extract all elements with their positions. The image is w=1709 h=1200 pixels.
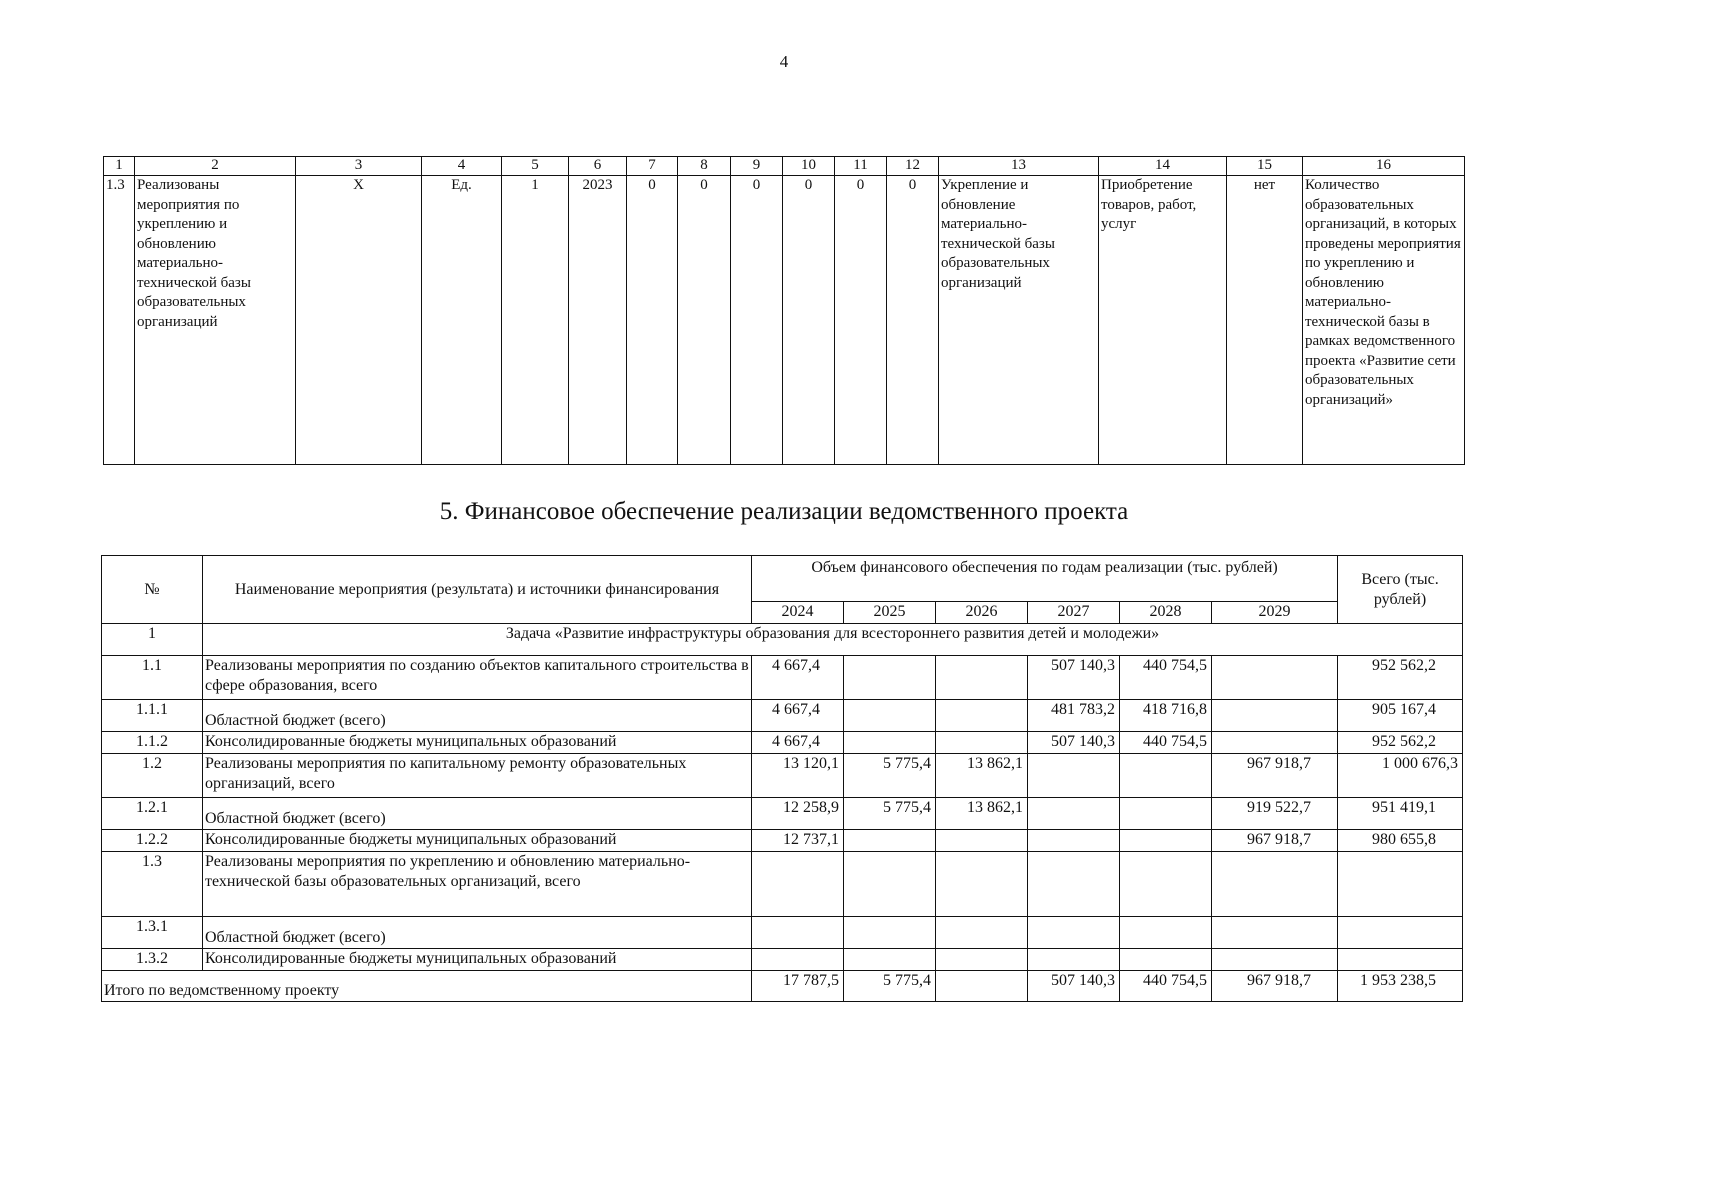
value-cell (844, 830, 936, 852)
value-cell: 440 754,5 (1120, 971, 1212, 1002)
column-total-header: Всего (тыс. рублей) (1338, 556, 1463, 624)
value-cell (1028, 917, 1120, 949)
header-cell: 6 (569, 157, 627, 176)
row-name: Консолидированные бюджеты муниципальных образований (203, 732, 752, 754)
value-cell: 12 737,1 (752, 830, 844, 852)
indicators-table (103, 156, 1465, 465)
value-cell (1028, 798, 1120, 830)
value-cell (1212, 732, 1338, 754)
total-cell: 1 000 676,3 (1338, 754, 1463, 798)
value-cell: 5 775,4 (844, 971, 936, 1002)
indicator-row-1-3 (104, 176, 1465, 465)
value-cell (936, 949, 1028, 971)
indicator-description: Количество образовательных организаций, в которых проведены мероприятия по укреплению и обновлению материально-технической базы в рамках ведомственного проекта «Развитие сети образовательных организаций» (1303, 176, 1465, 465)
value-cell: 13 862,1 (936, 798, 1028, 830)
value-cell (936, 732, 1028, 754)
value-cell (1028, 754, 1120, 798)
table-row (102, 732, 1463, 754)
value-cell (1120, 949, 1212, 971)
value-cell (1028, 852, 1120, 917)
row-name: Областной бюджет (всего) (203, 700, 752, 732)
header-cell: 15 (1227, 157, 1303, 176)
value-cell: 0 (627, 176, 678, 465)
value-cell: 919 522,7 (1212, 798, 1338, 830)
row-name: Реализованы мероприятия по укреплению и обновлению материально-технической базы образовательных организаций, всего (203, 852, 752, 917)
total-cell: 951 419,1 (1338, 798, 1463, 830)
value-cell (752, 917, 844, 949)
year-header: 2029 (1212, 602, 1338, 624)
row-number: 1.3.1 (102, 917, 203, 949)
table-row (102, 917, 1463, 949)
total-cell: 980 655,8 (1338, 830, 1463, 852)
total-cell (1338, 917, 1463, 949)
value-cell (1212, 917, 1338, 949)
finance-table (101, 555, 1463, 1002)
total-cell: 952 562,2 (1338, 656, 1463, 700)
header-cell: 2 (135, 157, 296, 176)
total-cell: 905 167,4 (1338, 700, 1463, 732)
row-name: Реализованы мероприятия по созданию объектов капитального строительства в сфере образования, всего (203, 656, 752, 700)
row-number: 1.2.1 (102, 798, 203, 830)
section-title: 5. Финансовое обеспечение реализации ведомственного проекта (439, 498, 1129, 525)
year-header: 2026 (936, 602, 1028, 624)
value-cell (1212, 700, 1338, 732)
table-row (102, 852, 1463, 917)
row-name: Реализованы мероприятия по капитальному ремонту образовательных организаций, всего (203, 754, 752, 798)
year-cell: 2023 (569, 176, 627, 465)
event-type: Приобретение товаров, работ, услуг (1099, 176, 1227, 465)
row-number: 1.1.1 (102, 700, 203, 732)
value-cell (936, 656, 1028, 700)
value-cell: 507 140,3 (1028, 656, 1120, 700)
row-number: 1.1 (102, 656, 203, 700)
value-cell (1028, 830, 1120, 852)
value-cell: 4 667,4 (752, 732, 844, 754)
value-cell (1120, 798, 1212, 830)
value-cell (936, 971, 1028, 1002)
header-cell: 10 (783, 157, 835, 176)
year-header: 2025 (844, 602, 936, 624)
value-cell: 967 918,7 (1212, 830, 1338, 852)
finance-header-row (102, 556, 1463, 602)
event-description: Укрепление и обновление материально-технической базы образовательных организаций (939, 176, 1099, 465)
value-cell: 507 140,3 (1028, 971, 1120, 1002)
cell: 1 (502, 176, 569, 465)
header-cell: 11 (835, 157, 887, 176)
value-cell: 4 667,4 (752, 656, 844, 700)
value-cell: 440 754,5 (1120, 656, 1212, 700)
value-cell (1120, 754, 1212, 798)
value-cell (844, 949, 936, 971)
column-volume-header: Объем финансового обеспечения по годам реализации (тыс. рублей) (752, 556, 1338, 602)
row-name: Областной бюджет (всего) (203, 798, 752, 830)
header-cell: 9 (731, 157, 783, 176)
row-name: Консолидированные бюджеты муниципальных образований (203, 830, 752, 852)
value-cell: 5 775,4 (844, 798, 936, 830)
value-cell (1120, 917, 1212, 949)
header-cell: 12 (887, 157, 939, 176)
cell: X (296, 176, 422, 465)
value-cell: 0 (835, 176, 887, 465)
header-cell: 16 (1303, 157, 1465, 176)
header-cell: 5 (502, 157, 569, 176)
row-name: Областной бюджет (всего) (203, 917, 752, 949)
value-cell: 17 787,5 (752, 971, 844, 1002)
value-cell: 440 754,5 (1120, 732, 1212, 754)
cell: нет (1227, 176, 1303, 465)
grand-total-row (102, 971, 1463, 1002)
table-row (102, 830, 1463, 852)
task-row (102, 624, 1463, 656)
value-cell (936, 852, 1028, 917)
value-cell (1212, 852, 1338, 917)
total-cell: 952 562,2 (1338, 732, 1463, 754)
value-cell (1212, 656, 1338, 700)
value-cell (936, 917, 1028, 949)
table-row (102, 949, 1463, 971)
value-cell (844, 656, 936, 700)
value-cell: 418 716,8 (1120, 700, 1212, 732)
column-number-header: № (102, 556, 203, 624)
value-cell: 4 667,4 (752, 700, 844, 732)
value-cell: 967 918,7 (1212, 754, 1338, 798)
header-cell: 7 (627, 157, 678, 176)
total-cell (1338, 852, 1463, 917)
value-cell (844, 732, 936, 754)
task-number: 1 (102, 624, 203, 656)
value-cell: 967 918,7 (1212, 971, 1338, 1002)
row-number: 1.3 (102, 852, 203, 917)
header-cell: 3 (296, 157, 422, 176)
value-cell (844, 852, 936, 917)
value-cell: 0 (783, 176, 835, 465)
table-row (102, 754, 1463, 798)
value-cell (936, 830, 1028, 852)
year-header: 2028 (1120, 602, 1212, 624)
result-name: Реализованы мероприятия по укреплению и обновлению материально-технической базы образовательных организаций (135, 176, 296, 465)
total-cell (1338, 949, 1463, 971)
header-cell: 1 (104, 157, 135, 176)
value-cell (752, 852, 844, 917)
table-row (102, 798, 1463, 830)
value-cell (752, 949, 844, 971)
row-name: Консолидированные бюджеты муниципальных образований (203, 949, 752, 971)
value-cell (1028, 949, 1120, 971)
header-cell: 14 (1099, 157, 1227, 176)
header-cell: 13 (939, 157, 1099, 176)
table-row (102, 656, 1463, 700)
value-cell (1120, 830, 1212, 852)
header-cell: 4 (422, 157, 502, 176)
indicators-header-row (104, 157, 1465, 176)
row-number: 1.3.2 (102, 949, 203, 971)
value-cell (936, 700, 1028, 732)
value-cell: 13 120,1 (752, 754, 844, 798)
value-cell: 507 140,3 (1028, 732, 1120, 754)
row-number: 1.2.2 (102, 830, 203, 852)
grand-total-label: Итого по ведомственному проекту (102, 971, 752, 1002)
page-number: 4 (779, 52, 789, 71)
value-cell: 0 (678, 176, 731, 465)
value-cell: 5 775,4 (844, 754, 936, 798)
value-cell (844, 917, 936, 949)
header-cell: 8 (678, 157, 731, 176)
value-cell: 0 (731, 176, 783, 465)
unit-cell: Ед. (422, 176, 502, 465)
row-number: 1.2 (102, 754, 203, 798)
column-name-header: Наименование мероприятия (результата) и источники финансирования (203, 556, 752, 624)
row-number: 1.3 (104, 176, 135, 465)
value-cell: 0 (887, 176, 939, 465)
value-cell (1212, 949, 1338, 971)
table-row (102, 700, 1463, 732)
year-header: 2027 (1028, 602, 1120, 624)
year-header: 2024 (752, 602, 844, 624)
value-cell: 13 862,1 (936, 754, 1028, 798)
row-number: 1.1.2 (102, 732, 203, 754)
value-cell (1120, 852, 1212, 917)
value-cell: 481 783,2 (1028, 700, 1120, 732)
value-cell: 12 258,9 (752, 798, 844, 830)
value-cell (844, 700, 936, 732)
task-title: Задача «Развитие инфраструктуры образования для всестороннего развития детей и молодежи» (203, 624, 1463, 656)
grand-total-cell: 1 953 238,5 (1338, 971, 1463, 1002)
